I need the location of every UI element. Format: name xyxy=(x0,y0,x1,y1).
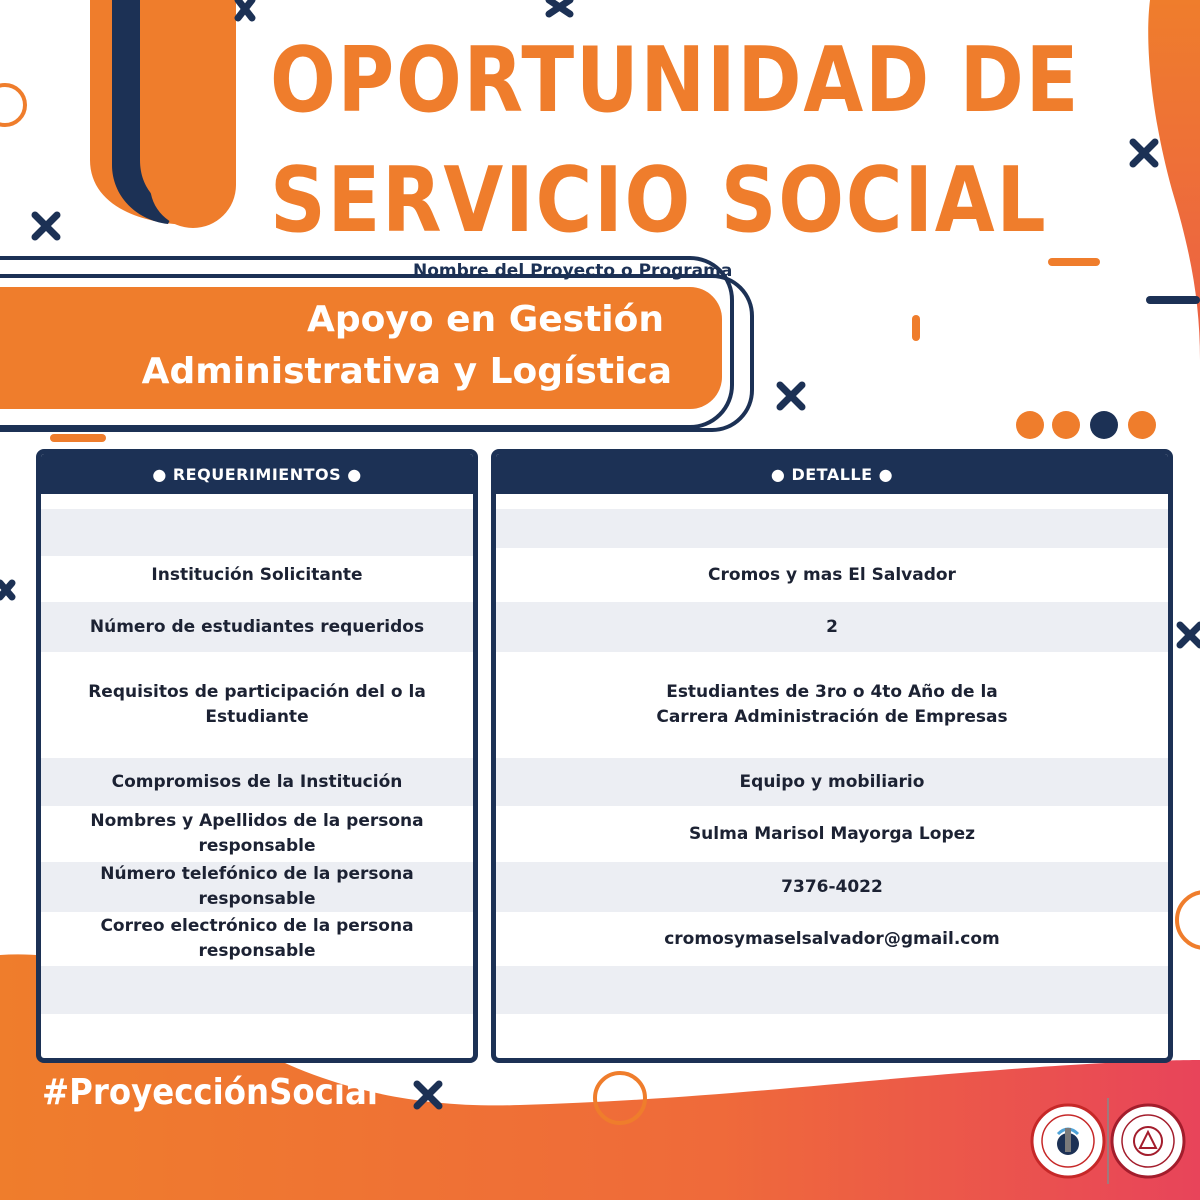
detail-cell: cromosymaselsalvador@gmail.com xyxy=(664,928,1000,949)
title-line-1: OPORTUNIDAD DE xyxy=(270,28,1081,133)
dot-icon xyxy=(1128,411,1156,439)
detail-cell: Equipo y mobiliario xyxy=(739,771,925,792)
dot-icon xyxy=(1052,411,1080,439)
requirement-cell: Correo electrónico de la persona responsable xyxy=(100,916,414,961)
table-row xyxy=(41,912,473,966)
detail-cell: 7376-4022 xyxy=(781,876,883,897)
project-name-line-1: Apoyo en Gestión xyxy=(307,299,664,340)
project-name-line-2: Administrativa y Logística xyxy=(141,351,672,392)
table-row xyxy=(496,602,1168,652)
requirement-cell: Compromisos de la Institución xyxy=(111,771,403,792)
logos xyxy=(1028,1098,1188,1184)
detail-header: ● DETALLE ● xyxy=(496,454,1168,494)
table-row xyxy=(41,602,473,652)
table-row xyxy=(41,548,473,602)
cross-icon xyxy=(1180,625,1200,645)
dot-icon xyxy=(1090,411,1118,439)
table-row xyxy=(496,548,1168,602)
cross-icon xyxy=(549,0,570,14)
requirement-cell: Número de estudiantes requeridos xyxy=(89,616,425,637)
cross-icon xyxy=(1133,142,1155,164)
project-label: Nombre del Proyecto o Programa xyxy=(413,261,733,281)
hashtag: #ProyecciónSocial xyxy=(42,1072,378,1113)
requirement-cell: Número telefónico de la persona responsable xyxy=(100,864,414,909)
cross-icon xyxy=(35,215,57,237)
right-blob xyxy=(1148,0,1200,360)
ring-icon xyxy=(1177,892,1200,948)
title-line-2: SERVICIO SOCIAL xyxy=(270,148,1048,253)
table-row xyxy=(496,966,1168,1014)
dot-icon xyxy=(1016,411,1044,439)
requirement-cell: Institución Solicitante xyxy=(151,564,363,585)
cross-icon xyxy=(238,0,252,18)
cross-icon xyxy=(780,385,802,407)
table-row xyxy=(41,966,473,1014)
table-row xyxy=(41,806,473,862)
table-row xyxy=(496,758,1168,806)
requirements-header: ● REQUERIMIENTOS ● xyxy=(41,454,473,494)
table-row xyxy=(496,806,1168,862)
detail-cell: Cromos y mas El Salvador xyxy=(708,564,956,585)
ring-icon xyxy=(0,85,25,125)
requirement-cell: Requisitos de participación del o la Estudiante xyxy=(88,682,426,727)
table-row xyxy=(41,862,473,912)
table-row xyxy=(41,652,473,758)
detail-cell: Sulma Marisol Mayorga Lopez xyxy=(688,823,976,844)
requirement-cell: Nombres y Apellidos de la persona responsable xyxy=(90,811,424,856)
detail-cell: 2 xyxy=(826,616,838,637)
requirements-panel xyxy=(36,449,478,1063)
table-row xyxy=(496,912,1168,966)
project-name xyxy=(0,294,672,398)
detail-panel xyxy=(491,449,1173,1063)
cross-icon xyxy=(0,583,12,597)
table-row xyxy=(496,652,1168,758)
detail-cell: Estudiantes de 3ro o 4to Año de la Carrera Administración de Empresas xyxy=(656,682,1008,727)
table-row xyxy=(496,862,1168,912)
university-seal-icon xyxy=(1112,1105,1184,1177)
faculty-seal-icon xyxy=(1032,1105,1104,1177)
table-row xyxy=(496,509,1168,548)
table-row xyxy=(41,758,473,806)
